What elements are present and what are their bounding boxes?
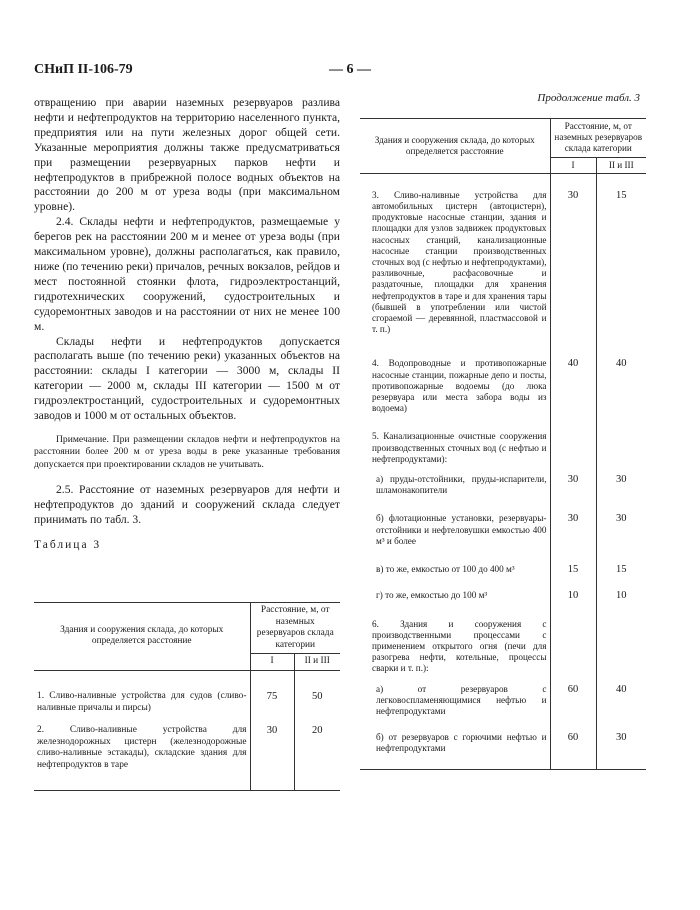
table-row-6a-text: а) от резервуаров с легковоспламеняющимися нефтью и нефтепродуктами <box>360 678 550 721</box>
table-row-5a-cat1: 30 <box>550 468 596 499</box>
table-row-3-cat23: 15 <box>616 189 627 201</box>
table-row-6b-cat23: 30 <box>616 732 627 744</box>
table-row-5-cat1 <box>550 417 596 468</box>
table-head-cat1: I <box>250 654 294 671</box>
table-row-6b-text: б) от резервуаров с горючими нефтью и нефтепродуктами <box>360 720 550 769</box>
table-head-col2: Расстояние, м, от наземных резервуаров склада категории <box>250 603 340 654</box>
table-row-1-cat23: 50 <box>312 690 323 702</box>
table-row-5-cat23 <box>596 417 646 468</box>
table-row-3-text: 3. Сливо-наливные устройства для автомобильных цистерн (автоцистерн), продуктовые насосные станции, здания и площадки для узлов задвижек продуктовых насосных станций, канализационные насосные станции производственных сточных вод (с нефтью и нефтепродуктами), разливочные, расфасовочные и раздаточные, площадки для хранения нефтепродуктов в таре и для хранения тары (бывшей в употреблении или чистой сгораемой — деревянной, пластмассовой и т. п.) <box>360 173 550 338</box>
table-row-5c-text: в) то же, емкостью от 100 до 400 м³ <box>360 550 550 578</box>
table-3 <box>34 602 340 791</box>
table-row-4-cat23: 40 <box>616 358 627 370</box>
table-row-5d-text: г) то же, емкостью до 100 м³ <box>360 578 550 604</box>
table-row-4-cat1: 40 <box>550 338 596 417</box>
table-row-5b-cat23: 30 <box>616 513 627 525</box>
continuation-caption: Продолжение табл. 3 <box>537 92 640 104</box>
table-row-5a-cat23: 30 <box>616 474 627 486</box>
table-row-5d-cat23: 10 <box>616 590 627 602</box>
table-head-cat1: I <box>550 157 596 173</box>
table-row-1-text: 1. Сливо-наливные устройства для судов (сливо-наливные причалы и пирсы) <box>34 670 250 717</box>
table-row-6-text: 6. Здания и сооружения с производственными процессами с применением открытого огня (печи для разогрева нефти, котельные, процессы сварки и т. п.): <box>360 605 550 678</box>
table-row-6b-cat1: 60 <box>550 720 596 769</box>
table-row-5c-cat1: 15 <box>550 550 596 578</box>
paragraph-2-4-cont: Склады нефти и нефтепродуктов допускается располагать выше (по течению реки) указанных объектов на расстоянии: склады I категории — 3000 м, склады II категории — 2000 м, склады III категории — 1500 м от гидроэлектростанций, судостроительных и судоремонтных заводов и 1000 м от остальных объектов. <box>34 334 340 423</box>
table-row-5-text: 5. Канализационные очистные сооружения производственных сточных вод (с нефтью и нефтепродуктами): <box>360 417 550 468</box>
table-head-col2: Расстояние, м, от наземных резервуаров склада категории <box>550 119 646 158</box>
table-row-2-text: 2. Сливо-наливные устройства для железнодорожных цистерн (железнодорожные сливо-наливные эстакады), складские здания для нефтепродуктов в таре <box>34 717 250 790</box>
table-row-5b-text: б) флотационные установки, резервуары-отстойники и нефтеловушки емкостью 400 м³ и более <box>360 499 550 550</box>
document-code: СНиП II-106-79 <box>34 62 133 77</box>
table-head-cat23: II и III <box>596 157 646 173</box>
table-head-col1: Здания и сооружения склада, до которых определяется расстояние <box>360 119 550 174</box>
paragraph-2-5: 2.5. Расстояние от наземных резервуаров для нефти и нефтепродуктов до зданий и сооружений склада следует принимать по табл. 3. <box>34 482 340 526</box>
table-row-6a-cat23: 40 <box>616 683 627 695</box>
left-column <box>34 96 340 552</box>
table-head-col1: Здания и сооружения склада, до которых определяется расстояние <box>34 603 250 671</box>
table-3-continued <box>360 118 646 770</box>
paragraph-2-4: 2.4. Склады нефти и нефтепродуктов, размещаемые у берегов рек на расстоянии 200 м и менее от уреза воды (при максимальном уровне), должны располагаться, как правило, ниже (по течению реки) причалов, речных вокзалов, рейдов и мест постоянной стоянки флота, гидроэлектростанций, гидротехнических сооружений, судостроительных и судоремонтных заводов и на расстоянии от них не менее 100 м. <box>34 215 340 333</box>
table-row-6-cat1 <box>550 605 596 678</box>
table-row-1-cat1: 75 <box>250 670 294 717</box>
note: Примечание. При размещении складов нефти и нефтепродуктов на расстоянии более 200 м от уреза воды в реке указанные требования допускается при проектировании складов не учитывать. <box>34 433 340 470</box>
page-number: — 6 — <box>329 62 371 77</box>
table-row-2-cat1: 30 <box>250 717 294 790</box>
table-row-6a-cat1: 60 <box>550 678 596 721</box>
table-row-6-cat23 <box>596 605 646 678</box>
table-row-2-cat23: 20 <box>312 725 323 737</box>
table-caption: Таблица 3 <box>34 538 102 551</box>
table-row-3-cat1: 30 <box>550 173 596 338</box>
table-row-5a-text: а) пруды-отстойники, пруды-испарители, шламонакопители <box>360 468 550 499</box>
table-row-5b-cat1: 30 <box>550 499 596 550</box>
table-row-5d-cat1: 10 <box>550 578 596 604</box>
paragraph-continuation: отвращению при аварии наземных резервуаров разлива нефти и нефтепродуктов на территорию населенного пункта, предприятия или на пути железных дорог общей сети. Указанные мероприятия должны также предусматриваться при размещении резервуарных парков нефти и нефтепродуктов в прибрежной полосе водных объектов на расстоянии до 200 м от уреза воды (при максимальном уровне). <box>34 96 340 214</box>
table-head-cat23: II и III <box>294 654 340 671</box>
table-row-5c-cat23: 15 <box>616 564 627 576</box>
table-row-4-text: 4. Водопроводные и противопожарные насосные станции, пожарные депо и посты, противопожарные водоемы (до люка резервуара или места забора воды из водоема) <box>360 338 550 417</box>
